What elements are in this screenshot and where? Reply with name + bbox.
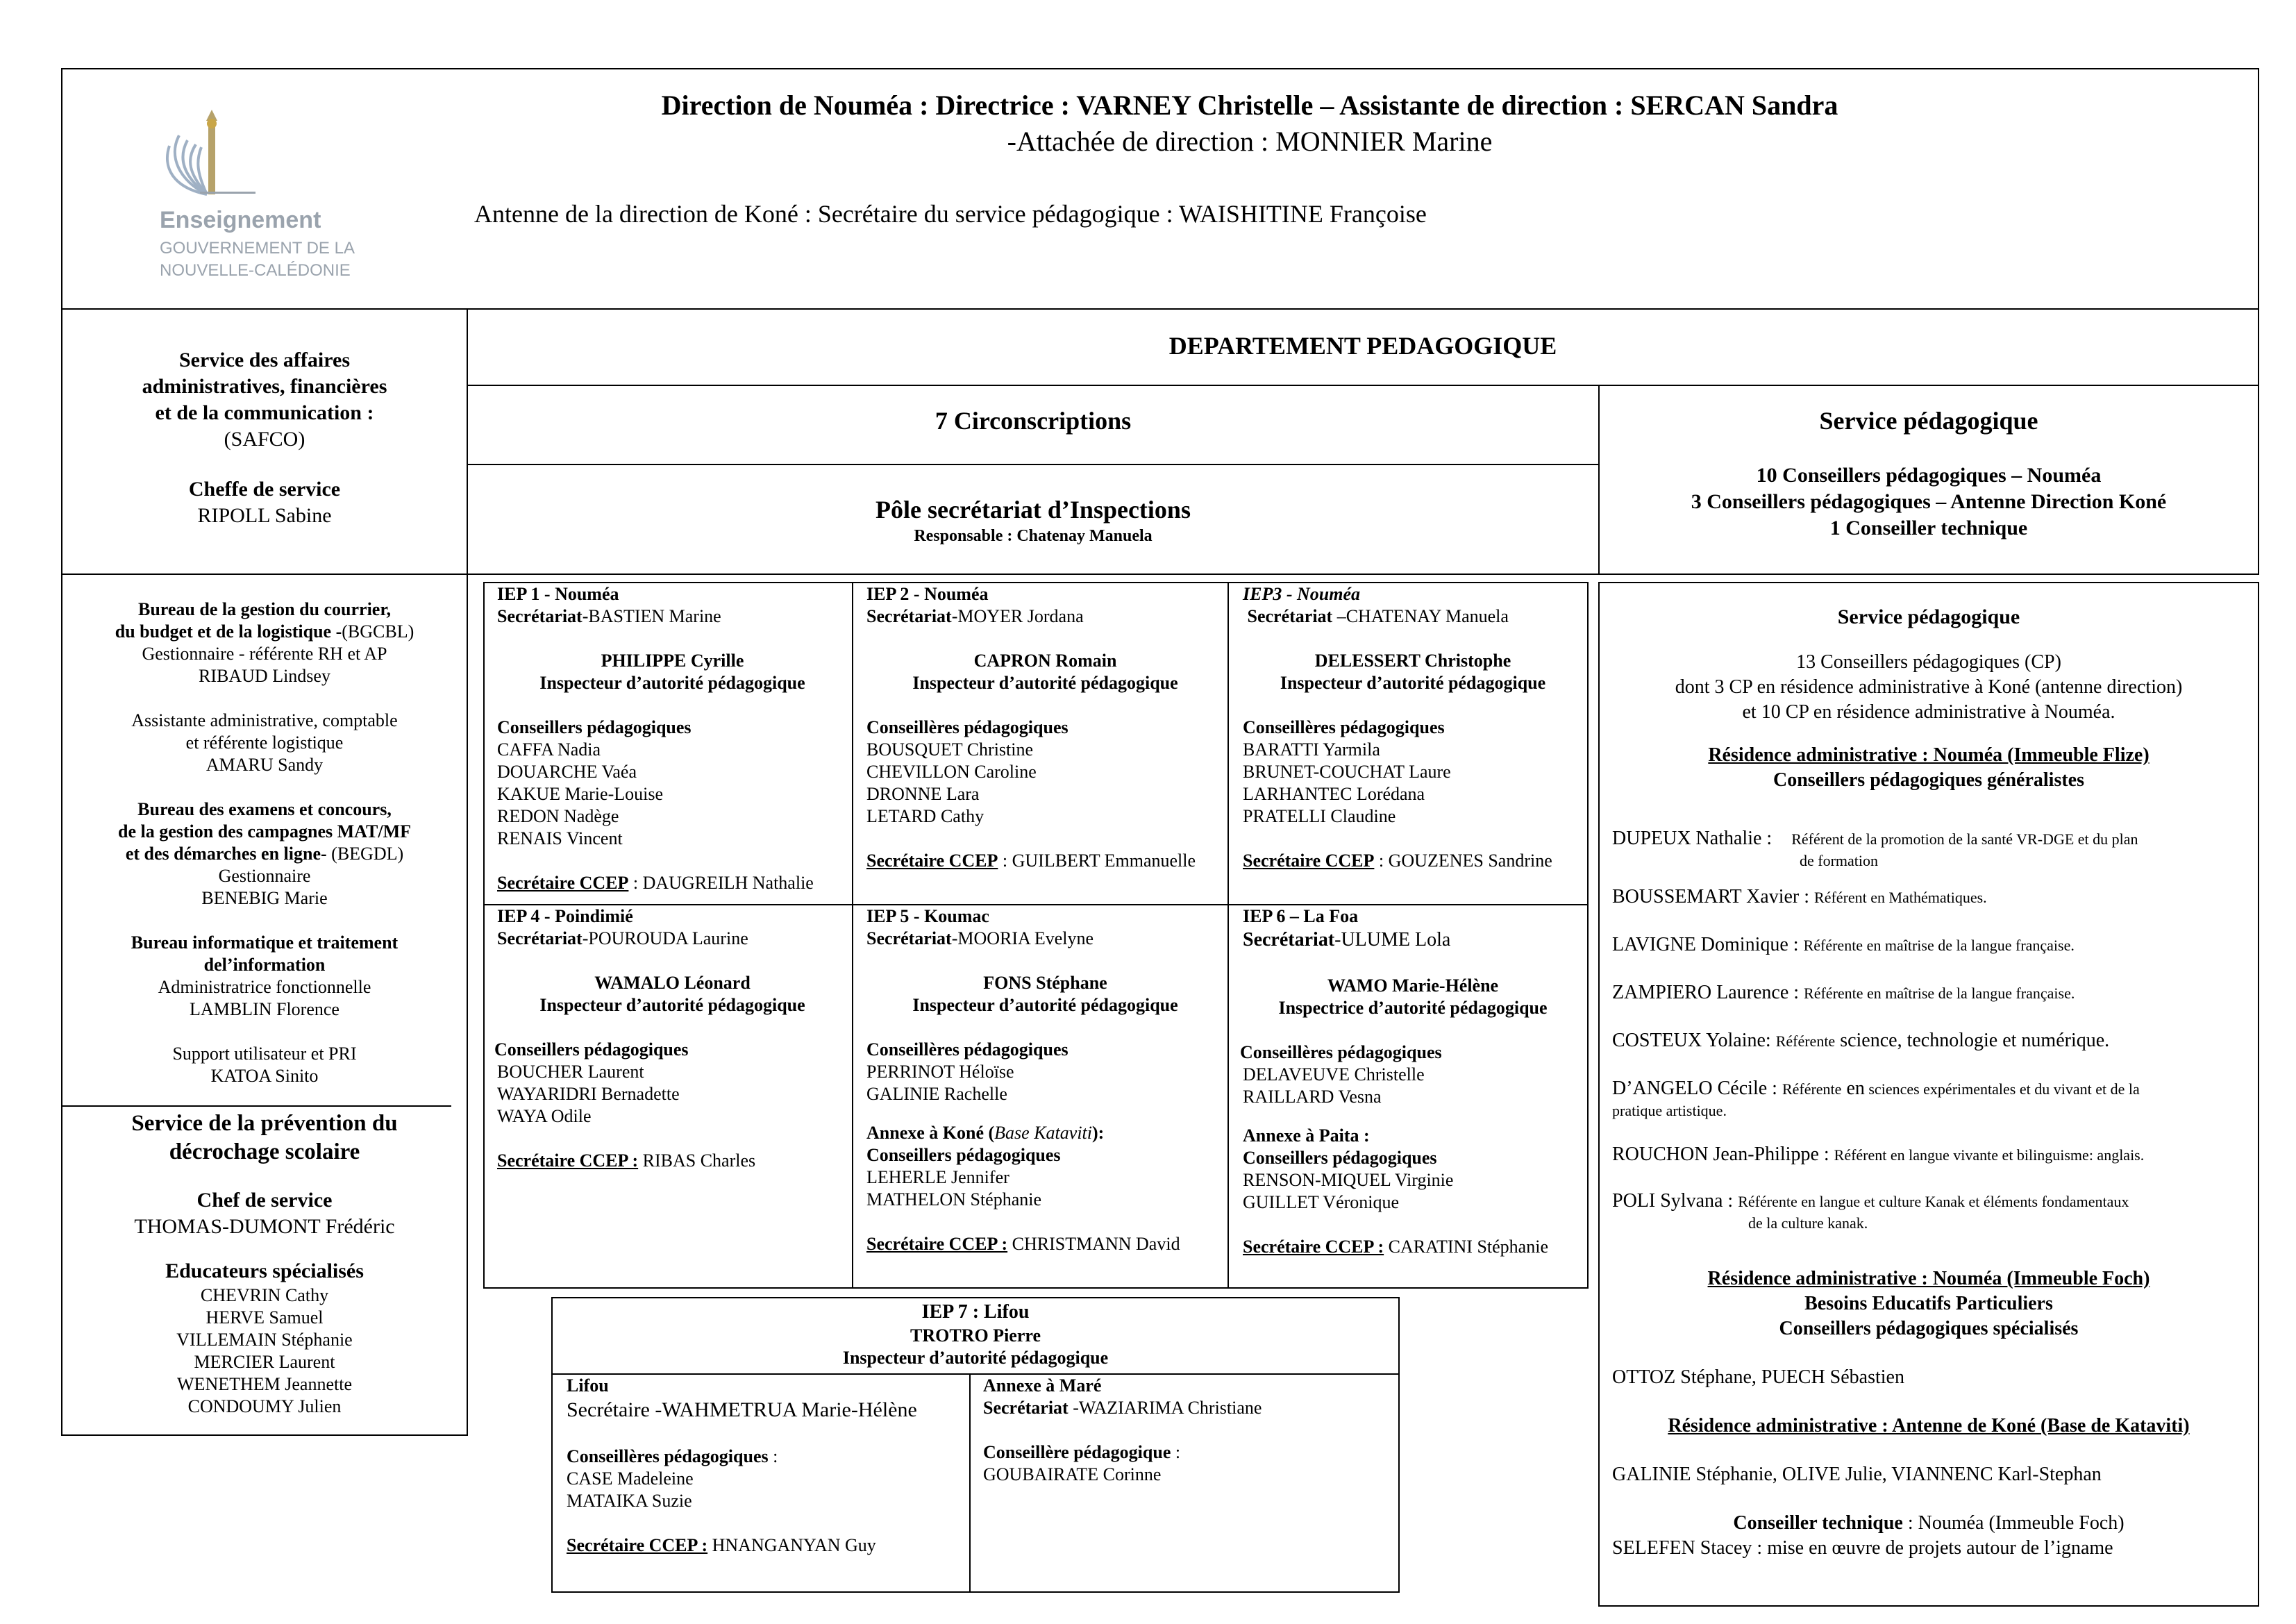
begdl-line-1: Bureau des examens et concours, (137, 799, 392, 819)
iep4-ccep: RIBAS Charles (638, 1150, 756, 1171)
iep5-annexe-italic: Base Kataviti (994, 1123, 1092, 1143)
sp-detail-title: Service pédagogique (1837, 605, 2020, 628)
iep4-insp-role: Inspecteur d’autorité pédagogique (539, 995, 805, 1015)
iep1-title: IEP 1 - Nouméa (497, 584, 619, 604)
sp-intro-1: 13 Conseillers pédagogiques (CP) (1796, 651, 2061, 673)
iep1-insp: PHILIPPE Cyrille (601, 651, 744, 671)
header-title: Direction de Nouméa : Directrice : VARNEY Christelle – Assistante de direction : SERCAN Sandra (661, 90, 1838, 121)
iep4-cp-title: Conseillers pédagogiques (494, 1039, 689, 1060)
sp-person-costeux (1612, 1028, 2255, 1054)
iep1-cp-title: Conseillers pédagogiques (497, 717, 692, 737)
asst-person: AMARU Sandy (206, 755, 324, 775)
iep6-sec: -ULUME Lola (1334, 929, 1451, 951)
mare-cp-colon: : (1171, 1442, 1181, 1462)
poli-role-2: de la culture kanak. (1748, 1214, 1868, 1232)
dupeux-role: Référent de la promotion de la santé VR-DGE et du plan (1791, 830, 2138, 848)
begdl-acronym: (BEGDL) (326, 844, 404, 864)
logo (157, 104, 365, 285)
iep2-cp-2: CHEVILLON Caroline (866, 762, 1037, 782)
mare-cp-title: Conseillère pédagogique (983, 1442, 1171, 1462)
poli-role: Référente en langue et culture Kanak et éléments fondamentaux (1738, 1193, 2129, 1210)
iep7-lifou (567, 1375, 962, 1557)
iep4-cp-3: WAYA Odile (497, 1106, 592, 1126)
sp-person-boussemart (1612, 885, 2255, 910)
iep3-cp-3: LARHANTEC Lorédana (1243, 784, 1425, 804)
prev-line-2: décrochage scolaire (169, 1139, 360, 1164)
iep6-sec-label: Secrétariat (1243, 929, 1335, 951)
lavigne-role: Référente en maîtrise de la langue française. (1803, 937, 2075, 954)
iep5-cp-1: PERRINOT Héloïse (866, 1062, 1014, 1082)
bgcbl-line-2: du budget et de la logistique - (115, 621, 342, 642)
iep4-sec-label: Secrétariat (497, 928, 583, 948)
safco-line-3: et de la communication : (155, 401, 374, 424)
educ-5: WENETHEM Jeannette (177, 1374, 352, 1394)
iep6-title: IEP 6 – La Foa (1243, 906, 1359, 926)
iep3-cp-1: BARATTI Yarmila (1243, 739, 1380, 760)
safco-chef-name: RIPOLL Sabine (197, 504, 332, 527)
sp-res2-sub1: Besoins Educatifs Particuliers (1804, 1293, 2053, 1314)
iep1-ccep: : DAUGREILH Nathalie (628, 873, 814, 893)
iep6-cell (1240, 905, 1583, 1258)
iep6-insp: WAMO Marie-Hélène (1327, 976, 1499, 996)
sp-ct-person: SELEFEN Stacey : mise en œuvre de projets autour de l’igname (1612, 1537, 2113, 1559)
iep6-cp-title: Conseillères pédagogiques (1240, 1042, 1442, 1062)
educ-title: Educateurs spécialisés (165, 1259, 364, 1282)
asst-line-1: Assistante administrative, comptable (131, 710, 398, 730)
lifou-cp-1: CASE Madeleine (567, 1468, 694, 1489)
support-person: KATOA Sinito (210, 1066, 319, 1086)
pole-resp: Responsable : Chatenay Manuela (914, 527, 1153, 545)
dangelo-role-after: sciences expérimentales et du vivant et de la (1864, 1080, 2140, 1098)
iep4-ccep-label: Secrétaire CCEP : (497, 1150, 639, 1171)
sp-res1-sub: Conseillers pédagogiques généralistes (1773, 769, 2084, 791)
iep4-cell (494, 905, 848, 1172)
lifou-sec: Secrétaire -WAHMETRUA Marie-Hélène (567, 1398, 917, 1421)
sp-intro-3: et 10 CP en résidence administrative à Nouméa. (1742, 701, 2115, 723)
lifou-cp-colon: : (768, 1446, 778, 1466)
sp-summary-1: 10 Conseillers pédagogiques – Nouméa (1756, 464, 2102, 487)
iep2-title: IEP 2 - Nouméa (866, 584, 989, 604)
iep3-sec-label: Secrétariat (1247, 606, 1333, 626)
iep5-sec: -MOORIA Evelyne (951, 928, 1094, 948)
educ-3: VILLEMAIN Stéphanie (176, 1330, 353, 1350)
iep3-cp-title: Conseillères pédagogiques (1243, 717, 1445, 737)
iep3-title: IEP3 - Nouméa (1243, 584, 1360, 604)
iep5-annexe-cp-title: Conseillers pédagogiques (866, 1145, 1061, 1165)
costeux-role: Référente (1775, 1032, 1836, 1050)
logo-sub-2: NOUVELLE-CALÉDONIE (160, 261, 351, 280)
rouchon-name: ROUCHON Jean-Philippe : (1612, 1144, 1829, 1165)
iep5-annexe-end: ): (1092, 1123, 1105, 1143)
iep5-title: IEP 5 - Koumac (866, 906, 989, 926)
prev-chef-name: THOMAS-DUMONT Frédéric (134, 1215, 395, 1238)
iep3-cp-4: PRATELLI Claudine (1243, 806, 1396, 826)
safco-chef-title: Cheffe de service (188, 478, 341, 501)
begdl-person: BENEBIG Marie (201, 888, 328, 908)
iep-vline-1 (852, 582, 853, 1289)
iep2-ccep-label: Secrétaire CCEP (866, 851, 998, 871)
sp-res2-people: OTTOZ Stéphane, PUECH Sébastien (1612, 1366, 1904, 1388)
sp-person-rouchon (1612, 1142, 2255, 1168)
iep6-insp-role: Inspectrice d’autorité pédagogique (1278, 998, 1548, 1018)
iep4-title: IEP 4 - Poindimié (497, 906, 633, 926)
bgcbl-acronym: (BGCBL) (342, 621, 414, 642)
info-line-1: Bureau informatique et traitement (131, 932, 399, 953)
dangelo-role: Référente (1782, 1080, 1842, 1098)
sp-ct-title: Conseiller technique (1733, 1512, 1903, 1534)
safco-line-1: Service des affaires (178, 349, 351, 371)
poli-name: POLI Sylvana : (1612, 1190, 1734, 1212)
iep6-ccep-label: Secrétaire CCEP : (1243, 1237, 1384, 1257)
iep1-insp-role: Inspecteur d’autorité pédagogique (539, 673, 805, 693)
iep6-annexe-cp-1: RENSON-MIQUEL Virginie (1243, 1170, 1454, 1190)
iep7-header (551, 1300, 1400, 1369)
iep1-cp-4: REDON Nadège (497, 806, 619, 826)
sp-res2-block (1598, 1266, 2259, 1341)
safco-acronym: (SAFCO) (224, 428, 305, 451)
lifou-ccep: HNANGANYAN Guy (707, 1535, 876, 1555)
sp-res2: Résidence administrative : Nouméa (Immeuble Foch) (1707, 1268, 2150, 1289)
boussemart-name: BOUSSEMART Xavier : (1612, 886, 1810, 907)
iep1-cp-3: KAKUE Marie-Louise (497, 784, 663, 804)
iep7-insp-role: Inspecteur d’autorité pédagogique (842, 1348, 1109, 1368)
left-services (61, 598, 468, 1087)
iep5-insp: FONS Stéphane (983, 973, 1107, 993)
iep6-cp-1: DELAVEUVE Christelle (1243, 1064, 1425, 1085)
iep2-insp: CAPRON Romain (973, 651, 1117, 671)
bgcbl-role: Gestionnaire - référente RH et AP (142, 644, 387, 664)
dangelo-name: D’ANGELO Cécile : (1612, 1078, 1777, 1099)
educ-6: CONDOUMY Julien (187, 1396, 342, 1416)
sp-ct-line (1598, 1511, 2259, 1536)
iep2-sec-label: Secrétariat (866, 606, 952, 626)
info-role: Administratrice fonctionnelle (158, 977, 371, 997)
iep3-insp: DELESSERT Christophe (1314, 651, 1511, 671)
safco-line-2: administratives, financières (142, 375, 387, 398)
sp-res3: Résidence administrative : Antenne de Koné (Base de Kataviti) (1668, 1415, 2190, 1437)
iep5-annexe: Annexe à Koné ( (866, 1123, 995, 1143)
dangelo-role-2: pratique artistique. (1612, 1102, 1727, 1119)
sp-res1: Résidence administrative : Nouméa (Immeuble Flize) (1708, 744, 2150, 766)
iep7-vline (969, 1373, 971, 1591)
iep1-cp-1: CAFFA Nadia (497, 739, 601, 760)
iep7-insp: TROTRO Pierre (910, 1325, 1041, 1346)
sp-res2-sub2: Conseillers pédagogiques spécialisés (1779, 1318, 2079, 1339)
sp-person-poli (1612, 1189, 2255, 1214)
bgcbl-line-1: Bureau de la gestion du courrier, (137, 599, 391, 619)
educ-2: HERVE Samuel (206, 1307, 324, 1328)
iep2-sec: -MOYER Jordana (951, 606, 1084, 626)
pole-title: Pôle secrétariat d’Inspections (875, 496, 1191, 524)
lifou-title: Lifou (567, 1375, 609, 1396)
header-subtitle: -Attachée de direction : MONNIER Marine (1007, 126, 1493, 157)
header-antenne: Antenne de la direction de Koné : Secrétaire du service pédagogique : WAISHITINE Françoise (474, 200, 1427, 228)
iep3-sec: –CHATENAY Manuela (1332, 606, 1509, 626)
iep5-ccep: CHRISTMANN David (1007, 1234, 1180, 1254)
boussemart-role: Référent en Mathématiques. (1814, 889, 1987, 906)
iep-vline-2 (1227, 582, 1229, 1289)
iep6-annexe-cp-title: Conseillers pédagogiques (1243, 1148, 1437, 1168)
logo-name: Enseignement (160, 207, 321, 233)
sp-person-zampiero (1612, 980, 2255, 1006)
iep4-cp-2: WAYARIDRI Bernadette (497, 1084, 680, 1104)
costeux-name: COSTEUX Yolaine: (1612, 1030, 1771, 1051)
prev-line-1: Service de la prévention du (131, 1111, 398, 1136)
dangelo-role-big: en (1841, 1078, 1865, 1099)
iep3-cell (1243, 583, 1583, 872)
dupeux-role-2: de formation (1800, 852, 1879, 869)
iep6-cp-2: RAILLARD Vesna (1243, 1087, 1382, 1107)
iep2-cp-4: LETARD Cathy (866, 806, 984, 826)
sp-people-list (1612, 826, 2255, 1232)
iep6-annexe-cp-2: GUILLET Véronique (1243, 1192, 1400, 1212)
bgcbl-person: RIBAUD Lindsey (199, 666, 330, 686)
lifou-cp-title: Conseillères pédagogiques (567, 1446, 769, 1466)
mare-sec-label: Secrétariat (983, 1398, 1069, 1418)
iep6-ccep: CARATINI Stéphanie (1384, 1237, 1548, 1257)
sp-summary-title: Service pédagogique (1819, 407, 2038, 435)
educ-1: CHEVRIN Cathy (200, 1285, 329, 1305)
circ-title: 7 Circonscriptions (935, 407, 1132, 435)
begdl-line-3: et des démarches en ligne- (125, 844, 327, 864)
iep5-insp-role: Inspecteur d’autorité pédagogique (912, 995, 1178, 1015)
iep1-ccep-label: Secrétaire CCEP (497, 873, 629, 893)
iep1-sec-label: Secrétariat (497, 606, 583, 626)
iep3-cp-2: BRUNET-COUCHAT Laure (1243, 762, 1451, 782)
iep1-cp-5: RENAIS Vincent (497, 828, 623, 848)
iep2-cp-1: BOUSQUET Christine (866, 739, 1034, 760)
begdl-line-2: de la gestion des campagnes MAT/MF (118, 821, 411, 842)
prev-chef-title: Chef de service (196, 1189, 333, 1212)
iep2-cp-title: Conseillères pédagogiques (866, 717, 1069, 737)
info-line-2: del’information (203, 955, 326, 975)
iep5-cell (866, 905, 1224, 1255)
iep1-cp-2: DOUARCHE Vaéa (497, 762, 637, 782)
sp-summary-3: 1 Conseiller technique (1829, 517, 2028, 539)
dupeux-name: DUPEUX Nathalie : (1612, 828, 1773, 849)
iep2-ccep: : GUILBERT Emmanuelle (998, 851, 1196, 871)
sp-ct-loc: : Nouméa (Immeuble Foch) (1902, 1512, 2125, 1534)
iep3-ccep: : GOUZENES Sandrine (1374, 851, 1552, 871)
iep2-insp-role: Inspecteur d’autorité pédagogique (912, 673, 1178, 693)
iep7-title: IEP 7 : Lifou (921, 1301, 1030, 1323)
lavigne-name: LAVIGNE Dominique : (1612, 934, 1799, 955)
mare-title: Annexe à Maré (983, 1375, 1102, 1396)
iep6-annexe: Annexe à Paita : (1243, 1125, 1370, 1146)
iep7-mare (983, 1375, 1393, 1486)
dept-title: DEPARTEMENT PEDAGOGIQUE (1168, 332, 1557, 360)
sp-intro-2: dont 3 CP en résidence administrative à Koné (antenne direction) (1675, 676, 2183, 698)
costeux-role-big: science, technologie et numérique. (1835, 1030, 2110, 1051)
shell-emblem-icon (158, 104, 255, 201)
rouchon-role: Référent en langue vivante et bilinguisme: anglais. (1834, 1146, 2145, 1164)
safco-block (61, 347, 468, 529)
mare-cp-1: GOUBAIRATE Corinne (983, 1464, 1162, 1484)
mare-sec: -WAZIARIMA Christiane (1068, 1398, 1262, 1418)
educ-4: MERCIER Laurent (194, 1352, 335, 1372)
sp-person-dupeux (1612, 826, 2255, 872)
iep2-cell (866, 583, 1224, 872)
iep5-ccep-label: Secrétaire CCEP : (866, 1234, 1008, 1254)
prevention-block (61, 1110, 468, 1418)
iep1-sec: -BASTIEN Marine (582, 606, 721, 626)
begdl-role: Gestionnaire (218, 866, 311, 886)
iep4-sec: -POUROUDA Laurine (582, 928, 748, 948)
zampiero-name: ZAMPIERO Laurence : (1612, 982, 1800, 1003)
iep3-insp-role: Inspecteur d’autorité pédagogique (1280, 673, 1546, 693)
iep3-ccep-label: Secrétaire CCEP (1243, 851, 1375, 871)
left-divider (62, 1105, 451, 1107)
zampiero-role: Référente en maîtrise de la langue française. (1804, 985, 2075, 1002)
lifou-cp-2: MATAIKA Suzie (567, 1491, 692, 1511)
sp-summary-lines (1598, 462, 2259, 542)
sp-detail-top (1598, 604, 2259, 793)
iep5-annexe-cp-2: MATHELON Stéphanie (866, 1189, 1042, 1209)
support-role: Support utilisateur et PRI (172, 1044, 357, 1064)
iep1-cell (497, 583, 848, 894)
iep5-sec-label: Secrétariat (866, 928, 952, 948)
lifou-ccep-label: Secrétaire CCEP : (567, 1535, 708, 1555)
iep4-insp: WAMALO Léonard (594, 973, 751, 993)
logo-sub-1: GOUVERNEMENT DE LA (160, 239, 355, 258)
sp-person-lavigne (1612, 932, 2255, 958)
sp-summary-2: 3 Conseillers pédagogiques – Antenne Direction Koné (1691, 490, 2167, 513)
sp-res3-people: GALINIE Stéphanie, OLIVE Julie, VIANNENC Karl-Stephan (1612, 1464, 2102, 1485)
iep5-annexe-cp-1: LEHERLE Jennifer (866, 1167, 1009, 1187)
asst-line-2: et référente logistique (185, 733, 344, 753)
sp-person-dangelo (1612, 1076, 2255, 1102)
info-person: LAMBLIN Florence (190, 999, 340, 1019)
iep4-cp-1: BOUCHER Laurent (497, 1062, 644, 1082)
iep2-cp-3: DRONNE Lara (866, 784, 980, 804)
iep5-cp-title: Conseillères pédagogiques (866, 1039, 1069, 1060)
iep5-cp-2: GALINIE Rachelle (866, 1084, 1007, 1104)
